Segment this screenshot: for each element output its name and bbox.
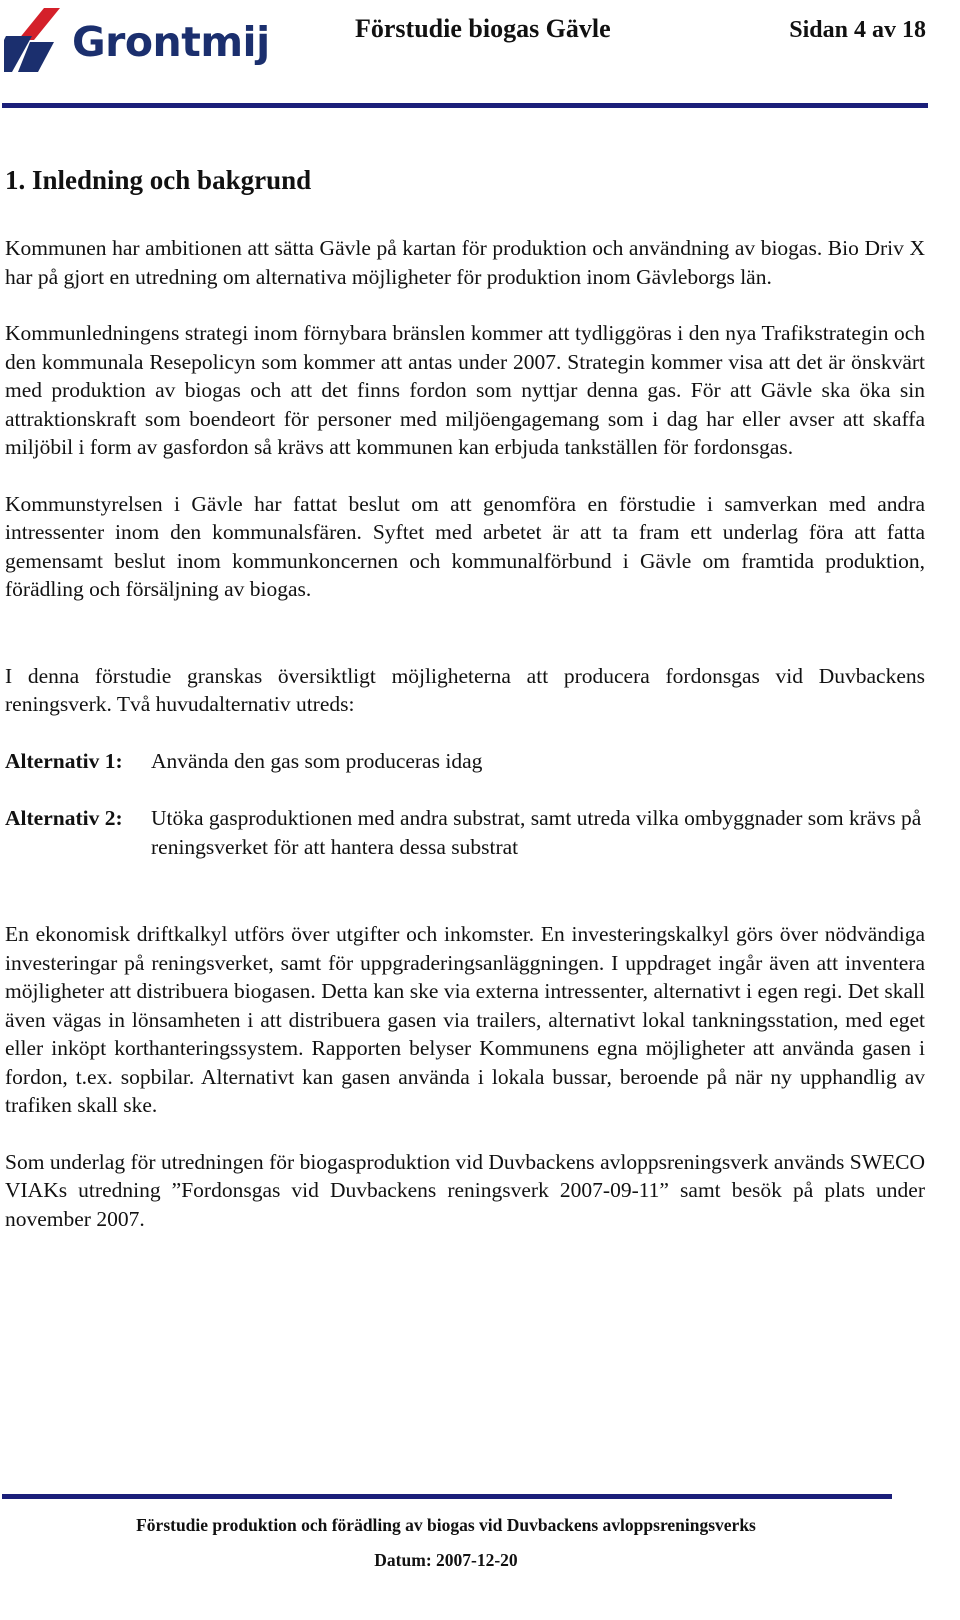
footer-title: Förstudie produktion och förädling av biogas vid Duvbackens avloppsreningsverks: [136, 1515, 756, 1535]
company-logo: [4, 6, 270, 76]
page-number: Sidan 4 av 18: [789, 17, 926, 43]
paragraph-decision: Kommunstyrelsen i Gävle har fattat beslut om att genomföra en förstudie i samverkan med andra intressenter inom den kommunalsfären. Syftet med arbetet är att ta fram ett underlag föra att fatta gemensamt beslut inom kommunkoncernen och kommunalförbund i Gävle om framtida produktion, förädling och försäljning av biogas.: [5, 491, 925, 601]
paragraph-economics: En ekonomisk driftkalkyl utförs över utgifter och inkomster. En investeringskalkyl görs över nödvändiga investeringar på reningsverket, samt för uppgraderingsanläggningen. I uppdraget ingår även att inventera möjligheter att distribuera biogasen. Detta kan ske via externa intressenter, alternativt i egen regi. Det skall även vägas in lönsamheten i att distribuera gasen via trailers, alternativt lokal tankningsstation, med eget eller inköpt korthanteringssystem. Rapporten belyser Kommunens egna möjligheter att använda gasen i fordon, t.ex. sopbilar. Alternativt kan gasen använda i lokala bussar, beroende på när ny upphandlig av trafiken skall ske.: [5, 922, 925, 1117]
grontmij-logo-icon: [4, 6, 68, 74]
spacer: [5, 632, 925, 662]
header-rule: [2, 103, 928, 108]
page-header: [0, 0, 960, 110]
paragraph-strategy: Kommunledningens strategi inom förnybara bränslen kommer att tydliggöras i den nya Trafikstrategin och den kommunala Resepolicyn som kommer att antas under 2007. Strategin kommer visa att det är önskvärt med produktion av biogas och att det finns fordon som nyttjar denna gas. För att Gävle ska öka sin attraktionskraft som boendeort för personer med miljöengagemang som i dag har eller avser att skaffa miljöbil i form av gasfordon så krävs att kommunen kan erbjuda tankställen för fordonsgas.: [5, 321, 925, 459]
paragraph-sources: Som underlag för utredningen för biogasproduktion vid Duvbackens avloppsreningsverk används SWECO VIAKs utredning ”Fordonsgas vid Duvbackens reningsverk 2007-09-11” samt besök på plats under november 2007.: [5, 1149, 925, 1231]
spacer: [5, 890, 925, 920]
section-heading: 1. Inledning och bakgrund: [5, 165, 312, 195]
paragraph-scope: I denna förstudie granskas översiktligt möjligheterna att producera fordonsgas vid Duvbackens reningsverk. Två huvudalternativ utreds:: [5, 663, 925, 716]
paragraph-intro: Kommunen har ambitionen att sätta Gävle på kartan för produktion och användning av biogas. Bio Driv X har på gjort en utredning om alternativa möjligheter för produktion inom Gävleborgs län.: [5, 236, 925, 289]
alternative-1: [5, 747, 925, 776]
alternative-text: Utöka gasproduktionen med andra substrat, samt utreda vilka ombyggnader som krävs på reningsverket för att hantera dessa substrat: [151, 806, 922, 859]
page-body: [5, 160, 925, 1261]
alternative-label: Alternativ 1:: [5, 748, 123, 773]
alternative-label: Alternativ 2:: [5, 806, 123, 830]
footer-rule: [2, 1494, 892, 1499]
alternative-text: Använda den gas som produceras idag: [151, 748, 483, 773]
alternative-2: [5, 804, 925, 861]
footer-date: Datum: 2007-12-20: [374, 1550, 518, 1570]
document-title: Förstudie biogas Gävle: [355, 14, 611, 43]
logo-wordmark: Grontmij: [72, 18, 270, 66]
